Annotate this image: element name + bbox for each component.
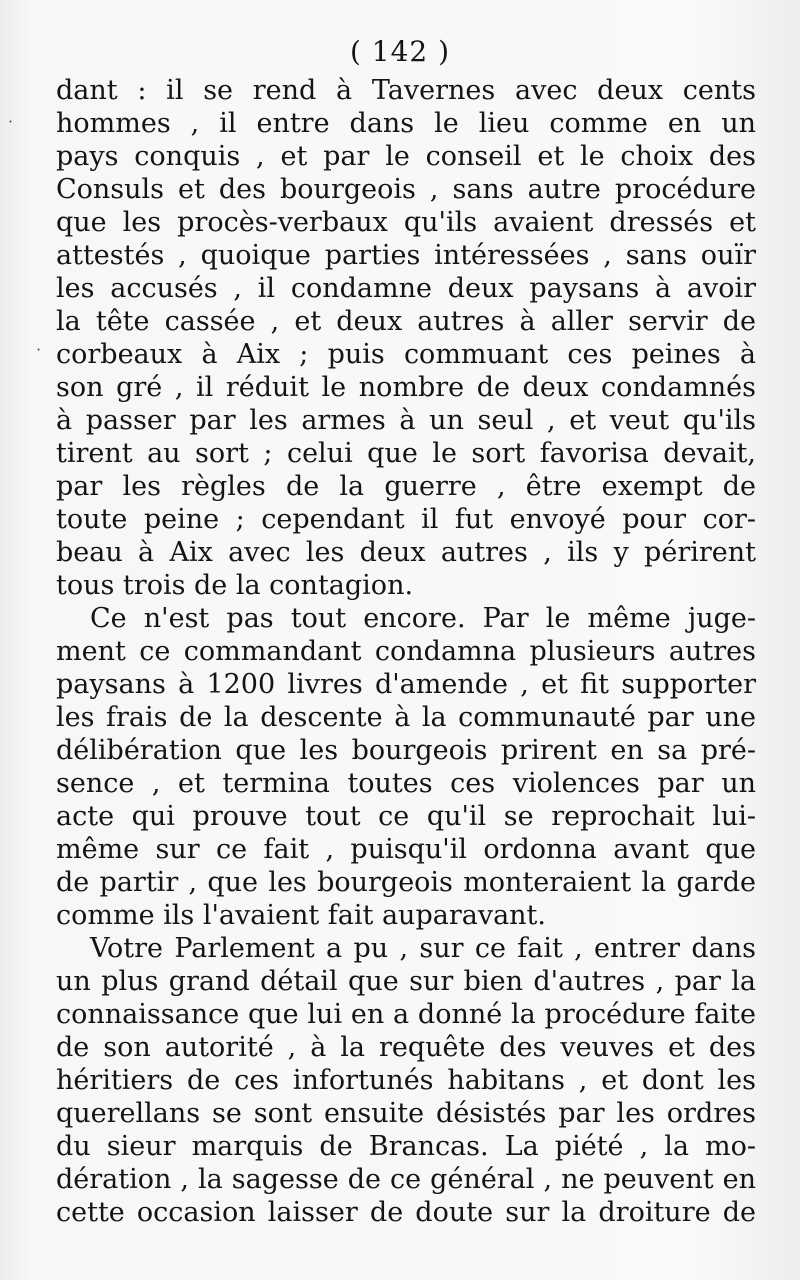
text-line: ment ce commandant condamna plusieurs autres: [56, 636, 756, 667]
text-line: Consuls et des bourgeois , sans autre procédure: [56, 174, 756, 205]
text-line: les accusés , il condamne deux paysans à avoir: [56, 273, 756, 304]
page-body: [56, 74, 756, 1229]
page-number: ( 142 ): [349, 35, 451, 68]
text-line: que les procès-verbaux qu'ils avaient dressés et: [56, 207, 756, 238]
text-line: hommes , il entre dans le lieu comme en un: [56, 108, 756, 139]
text-line: même sur ce fait , puisqu'il ordonna avant que: [56, 834, 756, 865]
text-line: pays conquis , et par le conseil et le choix des: [56, 141, 756, 172]
text-line: par les règles de la guerre , être exempt de: [56, 471, 756, 502]
text-line: attestés , quoique parties intéressées , sans ouïr: [56, 240, 756, 271]
text-line: dération , la sagesse de ce général , ne peuvent en: [56, 1164, 756, 1195]
text-line: corbeaux à Aix ; puis commuant ces peines à: [56, 339, 756, 370]
margin-dot: ·: [8, 112, 14, 131]
text-line: délibération que les bourgeois prirent en sa pré-: [56, 735, 756, 766]
paragraph-first-line: Votre Parlement a pu , sur ce fait , entrer dans: [90, 933, 756, 964]
text-line: dant : il se rend à Tavernes avec deux cents: [56, 75, 756, 106]
text-line: un plus grand détail que sur bien d'autres , par la: [56, 966, 756, 997]
text-line: du sieur marquis de Brancas. La piété , la mo-: [56, 1131, 756, 1162]
text-line: tirent au sort ; celui que le sort favorisa devait,: [56, 438, 756, 469]
text-line: les frais de la descente à la communauté par une: [56, 702, 756, 733]
text-line: tous trois de la contagion.: [56, 570, 414, 601]
text-line: cette occasion laisser de doute sur la droiture de: [56, 1197, 756, 1228]
text-line: paysans à 1200 livres d'amende , et fit supporter: [56, 669, 756, 700]
text-line: comme ils l'avaient fait auparavant.: [56, 900, 546, 931]
text-line: sence , et termina toutes ces violences par un: [56, 768, 756, 799]
text-line: héritiers de ces infortunés habitans , et dont les: [56, 1065, 756, 1096]
margin-dot: ·: [36, 340, 42, 359]
text-line: à passer par les armes à un seul , et veut qu'ils: [56, 405, 756, 436]
text-line: la tête cassée , et deux autres à aller servir de: [56, 306, 756, 337]
text-line: connaissance que lui en a donné la procédure faite: [56, 999, 756, 1030]
text-line: acte qui prouve tout ce qu'il se reprochait lui-: [56, 801, 756, 832]
text-line: de son autorité , à la requête des veuves et des: [56, 1032, 756, 1063]
text-line: beau à Aix avec les deux autres , ils y périrent: [56, 537, 756, 568]
text-line: son gré , il réduit le nombre de deux condamnés: [56, 372, 756, 403]
paragraph-first-line: Ce n'est pas tout encore. Par le même juge-: [90, 603, 756, 634]
text-line: querellans se sont ensuite désistés par les ordres: [56, 1098, 756, 1129]
text-line: toute peine ; cependant il fut envoyé pour cor-: [56, 504, 756, 535]
text-line: de partir , que les bourgeois monteraient la garde: [56, 867, 756, 898]
